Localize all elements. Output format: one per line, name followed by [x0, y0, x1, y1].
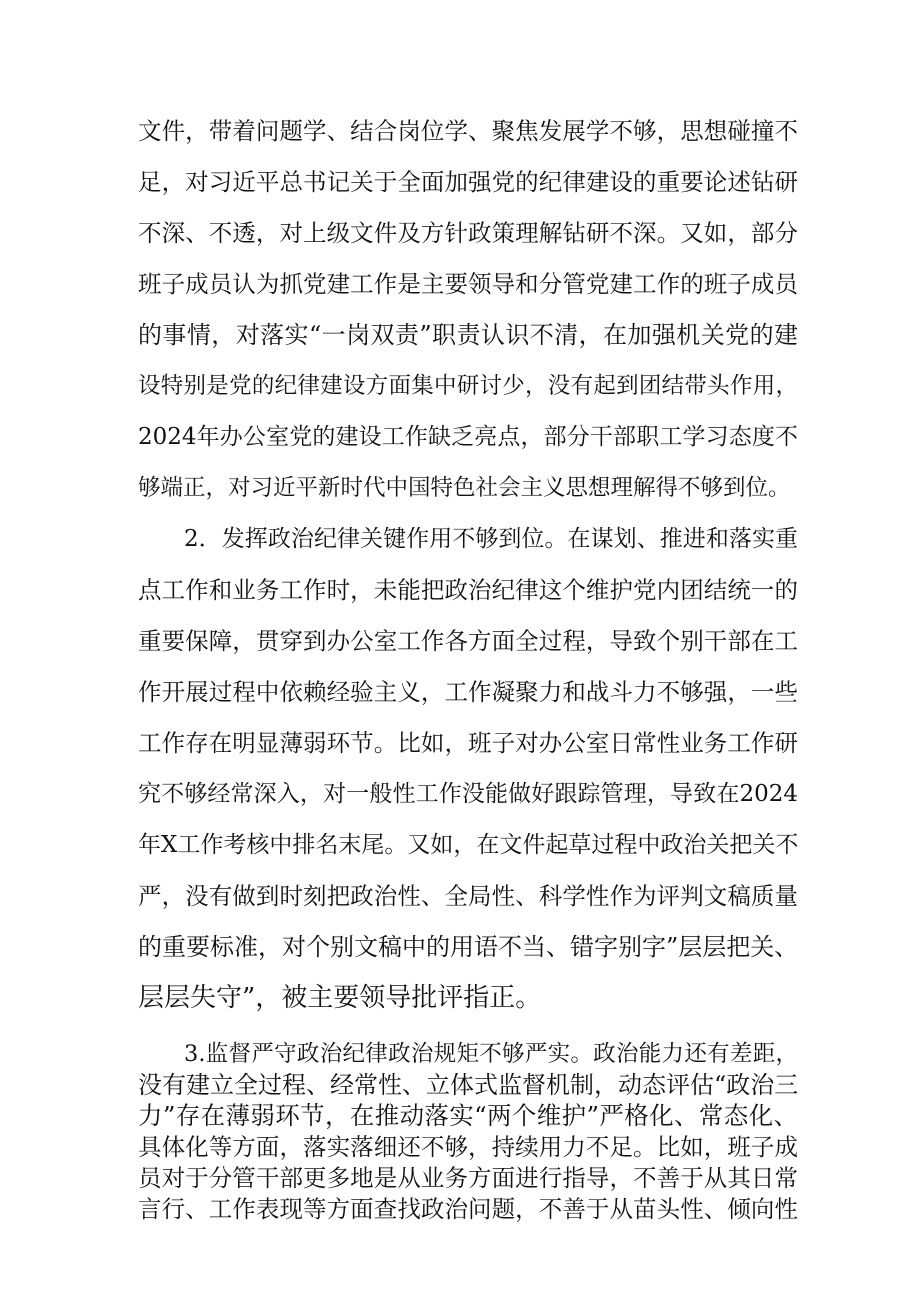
paragraph-line: 年X工作考核中排名末尾。又如，在文件起草过程中政治关把关不 — [138, 832, 799, 858]
paragraph-line: 员对于分管干部更多地是从业务方面进行指导，不善于从其日常 — [138, 1164, 798, 1192]
paragraph-line: 足，对习近平总书记关于全面加强党的纪律建设的重要论述钻研 — [138, 168, 798, 196]
paragraph-line: 具体化等方面，落实落细还不够，持续用力不足。比如，班子成 — [138, 1133, 798, 1161]
paragraph-line: 班子成员认为抓党建工作是主要领导和分管党建工作的班子成员 — [138, 270, 798, 298]
paragraph-line: 言行、工作表现等方面查找政治问题，不善于从苗头性、倾向性 — [138, 1195, 798, 1223]
paragraph-line: 2．发挥政治纪律关键作用不够到位。在谋划、推进和落实重 — [184, 526, 798, 552]
paragraph-line: 究不够经常深入，对一般性工作没能做好跟踪管理，导致在2024 — [138, 781, 798, 807]
paragraph-line: 不深、不透，对上级文件及方针政策理解钻研不深。又如，部分 — [138, 219, 798, 247]
paragraph-line: 够端正，对习近平新时代中国特色社会主义思想理解得不够到位。 — [138, 475, 791, 501]
paragraph-line: 的事情，对落实“一岗双责”职责认识不清，在加强机关党的建 — [138, 321, 798, 349]
paragraph-line: 设特别是党的纪律建设方面集中研讨少，没有起到团结带头作用， — [138, 373, 798, 399]
paragraph-line: 没有建立全过程、经常性、立体式监督机制，动态评估“政治三 — [138, 1071, 799, 1099]
paragraph-line: 文件，带着问题学、结合岗位学、聚焦发展学不够，思想碰撞不 — [138, 117, 798, 145]
paragraph-line: 点工作和业务工作时，未能把政治纪律这个维护党内团结统一的 — [138, 576, 798, 604]
paragraph-line: 3.监督严守政治纪律政治规矩不够严实。政治能力还有差距， — [184, 1041, 798, 1067]
paragraph-line: 力”存在薄弱环节，在推动落实“两个维护”严格化、常态化、 — [138, 1101, 798, 1130]
paragraph-line: 工作存在明显薄弱环节。比如，班子对办公室日常性业务工作研 — [138, 729, 798, 757]
paragraph-line: 2024年办公室党的建设工作缺乏亮点，部分干部职工学习态度不 — [138, 424, 798, 450]
paragraph-line: 的重要标准，对个别文稿中的用语不当、错字别字”层层把关、 — [138, 933, 799, 961]
paragraph-line: 重要保障，贯穿到办公室工作各方面全过程，导致个别干部在工 — [138, 627, 798, 655]
paragraph-line: 严，没有做到时刻把政治性、全局性、科学性作为评判文稿质量 — [138, 882, 798, 910]
paragraph-line: 层层失守”，被主要领导批评指正。 — [138, 983, 542, 1013]
paragraph-line: 作开展过程中依赖经验主义，工作凝聚力和战斗力不够强，一些 — [138, 678, 798, 706]
